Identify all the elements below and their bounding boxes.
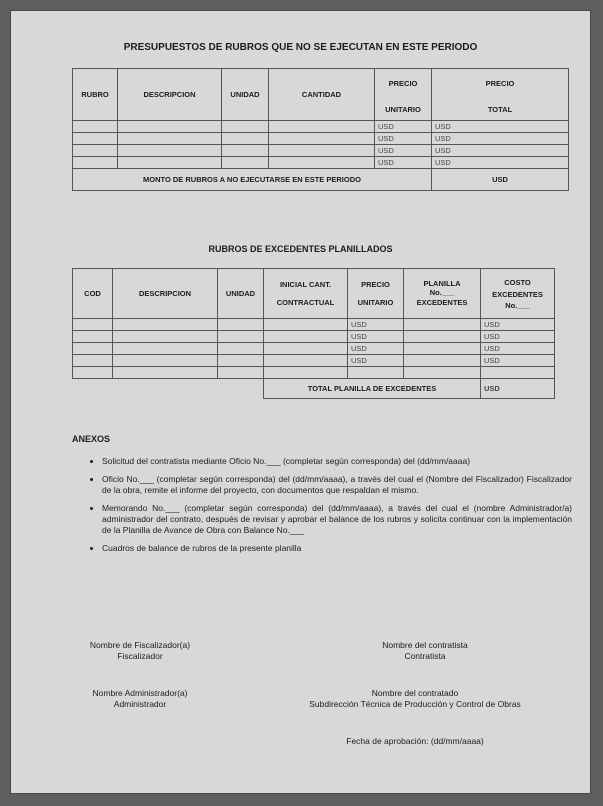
- table-row: [73, 355, 555, 367]
- fiscalizador-name: Nombre de Fiscalizador(a): [89, 640, 191, 650]
- list-item: • Cuadros de balance de rubros de la presente planilla: [102, 543, 572, 554]
- signature-contratado: [290, 688, 540, 710]
- unit-price-cell: USD: [348, 343, 404, 355]
- table1-title: PRESUPUESTOS DE RUBROS QUE NO SE EJECUTAN EN ESTE PERIODO: [123, 42, 478, 53]
- administrador-name: Nombre Administrador(a): [92, 688, 188, 698]
- surplus-cost-cell: USD: [481, 331, 555, 343]
- list-item: • Oficio No.___ (completar según corresponda) del (dd/mm/aaaa), a través del cual el (Nombre del Fiscalizador) Fiscalizador de la obra, remite el informe del proyecto, con documentos que respaldan el mismo.: [102, 474, 572, 496]
- surplus-cost-cell: USD: [481, 319, 555, 331]
- approval-date: Fecha de aprobación: (dd/mm/aaaa): [346, 736, 484, 746]
- contratado-name: Nombre del contratado: [371, 688, 459, 698]
- document-page: [10, 10, 591, 794]
- header-unidad: UNIDAD: [222, 69, 269, 121]
- header-descripcion: DESCRIPCION: [113, 269, 218, 319]
- contratista-name: Nombre del contratista: [382, 640, 468, 650]
- header-precio-total: PRECIO: [432, 69, 569, 99]
- header-inicial: INICIAL CANT. CONTRACTUAL: [264, 269, 348, 319]
- table-row: [73, 157, 569, 169]
- unit-price-cell: USD: [348, 331, 404, 343]
- table-row: [73, 343, 555, 355]
- table2-footer-label: TOTAL PLANILLA DE EXCEDENTES: [264, 379, 481, 399]
- unit-price-cell: USD: [375, 133, 432, 145]
- annex-title: ANEXOS: [72, 434, 111, 444]
- header-rubro: RUBRO: [73, 69, 118, 121]
- surplus-cost-cell: USD: [481, 343, 555, 355]
- table2-footer-value: USD: [481, 379, 555, 399]
- header-descripcion: DESCRIPCION: [118, 69, 222, 121]
- table-row: [73, 145, 569, 157]
- header-planilla: PLANILLA No.___ EXCEDENTES: [404, 269, 481, 319]
- signature-contratista: [340, 640, 510, 662]
- unit-price-cell: USD: [375, 157, 432, 169]
- header-precio: PRECIO: [375, 69, 432, 99]
- header-total: TOTAL: [432, 99, 569, 121]
- unit-price-cell: [348, 367, 404, 379]
- contratista-role: Contratista: [404, 651, 446, 661]
- table-row: [73, 319, 555, 331]
- header-cantidad: CANTIDAD: [269, 69, 375, 121]
- signature-fiscalizador: [60, 640, 220, 662]
- table2-title: RUBROS DE EXCEDENTES PLANILLADOS: [208, 244, 393, 254]
- table-row: [73, 121, 569, 133]
- header-costo: COSTO EXCEDENTES No.___: [481, 269, 555, 319]
- fiscalizador-role: Fiscalizador: [117, 651, 163, 661]
- table-row: [73, 331, 555, 343]
- administrador-role: Administrador: [113, 699, 167, 709]
- surplus-cost-cell: [481, 367, 555, 379]
- unit-price-cell: USD: [348, 319, 404, 331]
- annex-list: [72, 456, 572, 561]
- unit-price-cell: USD: [375, 121, 432, 133]
- list-item: • Memorando No.___ (completar según corresponda) del (dd/mm/aaaa), a través del cual el (nombre Administrador/a) administrador del contrato, después de revisar y aprobar el balance de los rubros y solicita continuar con la implementación de la Planilla de Avance de Obra con Balance No.___: [102, 503, 572, 536]
- header-cod: COD: [73, 269, 113, 319]
- unit-price-cell: USD: [348, 355, 404, 367]
- header-precio: PRECIO UNITARIO: [348, 269, 404, 319]
- table-row: [73, 367, 555, 379]
- list-item: • Solicitud del contratista mediante Oficio No.___ (completar según corresponda) del (dd/mm/aaaa): [102, 456, 572, 467]
- surplus-cost-cell: USD: [481, 355, 555, 367]
- unexecuted-items-table: [72, 68, 569, 191]
- table1-footer-label: MONTO DE RUBROS A NO EJECUTARSE EN ESTE PERIODO: [73, 169, 432, 191]
- header-unitario: UNITARIO: [375, 99, 432, 121]
- unit-price-cell: USD: [375, 145, 432, 157]
- signature-administrador: [60, 688, 220, 710]
- table1-footer-value: USD: [432, 169, 569, 191]
- total-price-cell: USD: [432, 145, 569, 157]
- table-row: [73, 133, 569, 145]
- total-price-cell: USD: [432, 133, 569, 145]
- header-unidad: UNIDAD: [218, 269, 264, 319]
- total-price-cell: USD: [432, 157, 569, 169]
- total-price-cell: USD: [432, 121, 569, 133]
- surplus-items-table: [72, 268, 555, 399]
- contratado-role: Subdirección Técnica de Producción y Control de Obras: [309, 699, 521, 709]
